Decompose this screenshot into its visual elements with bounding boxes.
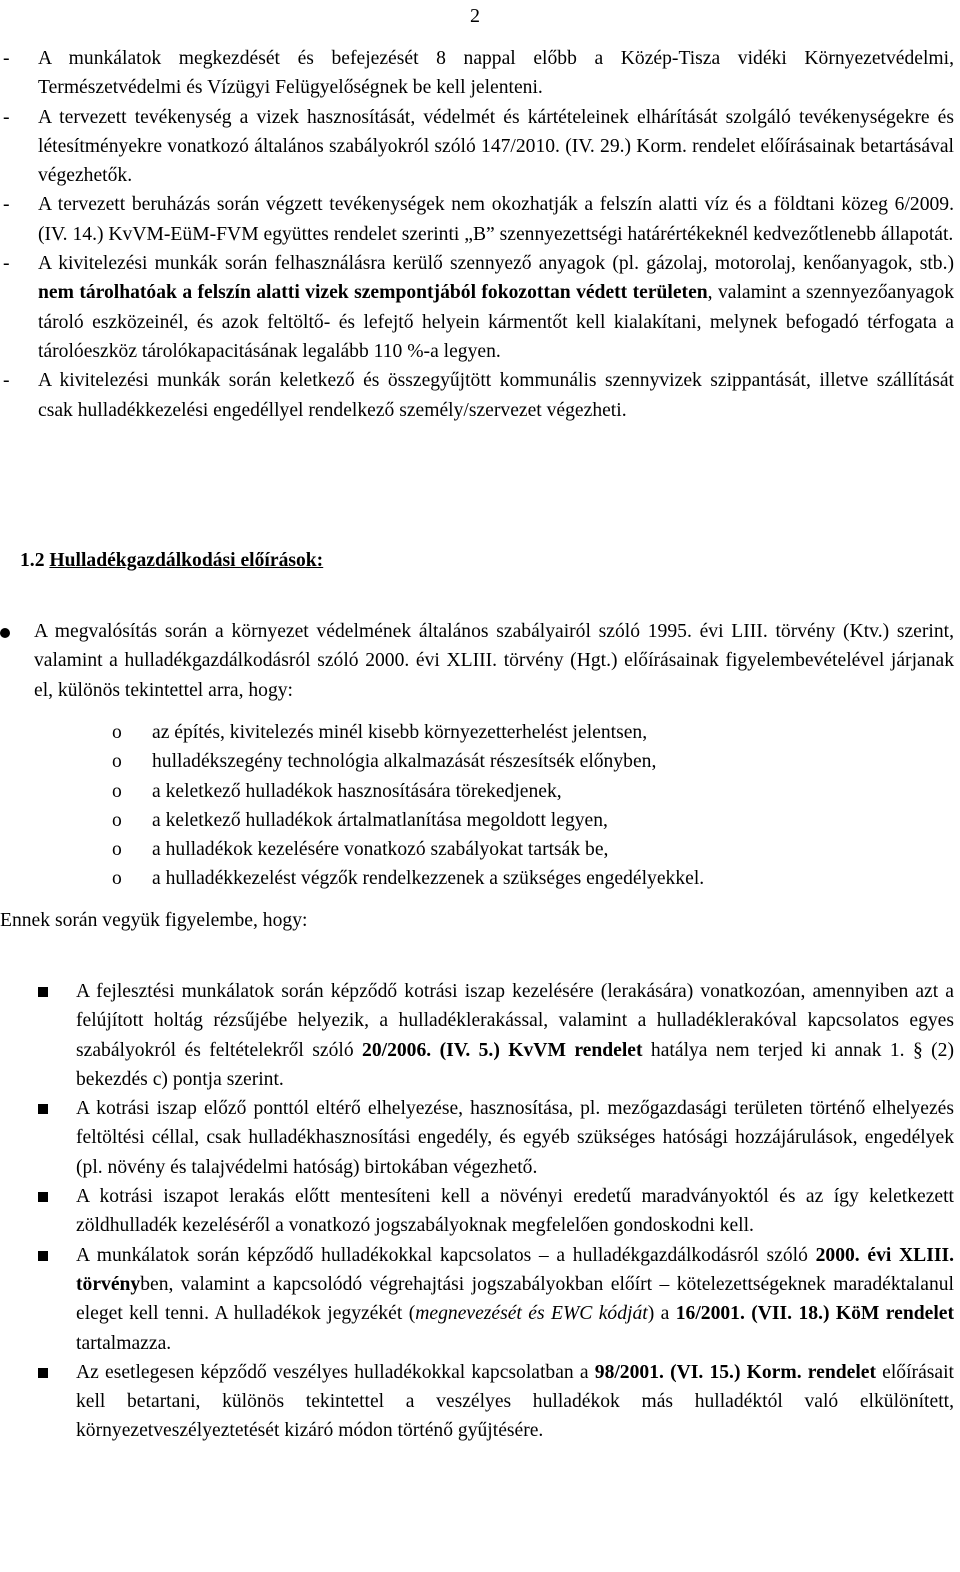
round-bullet-icon bbox=[0, 628, 10, 638]
bold-text: 2000. évi XLIII. törvény bbox=[76, 1244, 954, 1295]
dash-item-text: A tervezett beruházás során végzett tevékenységek nem okozhatják a felszín alatti víz és a földtani közeg 6/2009. (IV. 14.) KvVM-EüM-FVM együttes rendelet szerinti „B” szennyezettségi határértékeknél kedvezőtlenebb állapotát. bbox=[38, 194, 954, 245]
list-item-text: a keletkező hulladékok ártalmatlanítása megoldott legyen, bbox=[152, 809, 608, 831]
square-item-text: Az esetlegesen képződő veszélyes hulladékokkal kapcsolatban a 98/2001. (VI. 15.) Korm. rendelet előírásait kell betartani, különös tekintettel a veszélyes hulladékok más hulladéktól való elkülönített, környezetveszélyeztetését kizáró módon történő gyűjtésére. bbox=[76, 1361, 954, 1442]
list-item bbox=[112, 777, 932, 806]
plain-paragraph: Ennek során vegyük figyelembe, hogy: bbox=[0, 910, 308, 931]
o-list bbox=[112, 718, 932, 894]
bold-text: 16/2001. (VII. 18.) KöM rendelet bbox=[675, 1303, 955, 1325]
section-heading bbox=[20, 546, 323, 575]
square-item-text: A kotrási iszap előző ponttól eltérő elhelyezése, hasznosítása, pl. mezőgazdasági területen történő elhelyezés feltöltési céllal, csak hulladékhasznosítási engedély, és egyéb szükséges hatósági hozzájárulások, engedélyek (pl. növény és talajvédelmi hatóság) birtokában végezhető. bbox=[76, 1098, 954, 1178]
bold-text: nem tárolhatóak a felszín alatti vizek szempontjából fokozottan védett területen bbox=[38, 282, 708, 304]
list-item bbox=[112, 747, 932, 776]
square-bullet-icon bbox=[38, 1104, 48, 1114]
dash-bullet-icon: - bbox=[3, 48, 10, 69]
circle-bullet-icon: o bbox=[112, 868, 122, 890]
section-title: Hulladékgazdálkodási előírások: bbox=[49, 550, 324, 571]
dash-item bbox=[0, 249, 954, 366]
circle-bullet-icon: o bbox=[112, 780, 122, 802]
circle-bullet-icon: o bbox=[112, 722, 122, 743]
list-item-text: a keletkező hulladékok hasznosítására törekedjenek, bbox=[152, 780, 562, 802]
dash-item-text: A tervezett tevékenység a vizek hasznosítását, védelmét és kártételeinek elhárítását szolgáló tevékenységekre és létesítményekre vonatkozó általános szabályokról szóló 147/2010. (IV. 29.) Korm. rendelet előírásainak betartásával végezhetők. bbox=[38, 106, 954, 187]
square-item-text: A munkálatok során képződő hulladékokkal kapcsolatos – a hulladékgazdálkodásról szóló 2000. évi XLIII. törvényben, valamint a kapcsolódó végrehajtási jogszabályokban előírt – kötelezettségeknek maradéktalanul eleget kell tenni. A hulladékok jegyzékét (megnevezését és EWC kódját) a 16/2001. (VII. 18.) KöM rendelet tartalmazza. bbox=[76, 1244, 955, 1354]
dash-bullet-icon: - bbox=[3, 106, 10, 128]
page-number: 2 bbox=[470, 5, 480, 27]
square-bullet-icon bbox=[38, 987, 48, 997]
list-item bbox=[112, 864, 932, 893]
list-item-text: hulladékszegény technológia alkalmazását részesítsék előnyben, bbox=[152, 751, 657, 773]
section-number: 1.2 bbox=[20, 550, 50, 571]
list-item-text: a hulladékkezelést végzők rendelkezzenek a szükséges engedélyekkel. bbox=[152, 868, 705, 890]
circle-bullet-icon: o bbox=[112, 809, 122, 831]
list-item bbox=[112, 835, 932, 864]
square-item-text: A fejlesztési munkálatok során képződő kotrási iszap kezelésére (lerakására) vonatkozóan, amennyiben azt a felújított holtág rézsűjébe helyezik, a hulladéklerakással, valamint a hulladéklerakóval kapcsolatos egyes szabályokról és feltételekről szóló 20/2006. (IV. 5.) KvVM rendelet hatálya nem terjed ki annak 1. § (2) bekezdés c) pontja szerint. bbox=[76, 981, 954, 1090]
square-bullet-icon bbox=[38, 1251, 48, 1261]
dash-item-text: A kivitelezési munkák során keletkező és összegyűjtött kommunális szennyvizek szippantását, illetve szállítását csak hulladékkezelési engedéllyel rendelkező személy/szervezet végezheti. bbox=[38, 370, 954, 421]
dash-item bbox=[0, 190, 954, 249]
dash-bullet-icon: - bbox=[3, 370, 10, 392]
square-item bbox=[0, 1094, 954, 1182]
dash-item-text: A munkálatok megkezdését és befejezését 8 nappal előbb a Közép-Tisza vidéki Környezetvédelmi, Természetvédelmi és Vízügyi Felügyelőségnek be kell jelenteni. bbox=[38, 48, 954, 99]
square-item bbox=[0, 1182, 954, 1241]
square-item bbox=[0, 977, 954, 1094]
italic-text: megnevezését és EWC kódját bbox=[415, 1303, 648, 1325]
square-bullet-icon bbox=[38, 1368, 48, 1378]
list-item-text: a hulladékok kezelésére vonatkozó szabályokat tartsák be, bbox=[152, 839, 609, 861]
list-item bbox=[112, 806, 932, 835]
dash-item-text: A kivitelezési munkák során felhasználásra kerülő szennyező anyagok (pl. gázolaj, motorolaj, kenőanyagok, stb.) nem tárolhatóak a felszín alatti vizek szempontjából fokozottan védett területen, valamint a szennyezőanyagok tároló eszközeinél, és azok feltöltő- és lefejtő helyein kármentőt kell kialakítani, melynek befogadó térfogata a tárolóeszköz tárolókapacitásának legalább 110 %-a legyen. bbox=[38, 253, 954, 362]
list-item bbox=[112, 718, 932, 747]
bullet-paragraph bbox=[0, 617, 954, 705]
dash-item bbox=[0, 44, 954, 103]
dash-bullet-icon: - bbox=[3, 253, 10, 275]
square-bullet-icon bbox=[38, 1192, 48, 1202]
dash-item bbox=[0, 103, 954, 191]
dash-bullet-icon: - bbox=[3, 194, 10, 216]
bold-text: 20/2006. (IV. 5.) KvVM rendelet bbox=[362, 1039, 643, 1061]
square-list bbox=[0, 977, 954, 1446]
bullet-paragraph-text: A megvalósítás során a környezet védelmének általános szabályairól szóló 1995. évi LIII. törvény (Ktv.) szerint, valamint a hulladékgazdálkodásról szóló 2000. évi XLIII. törvény (Hgt.) előírásainak figyelembevételével járjanak el, különös tekintettel arra, hogy: bbox=[34, 621, 954, 701]
square-item-text: A kotrási iszapot lerakás előtt mentesíteni kell a növényi eredetű maradványoktól és az így keletkezett zöldhulladék kezeléséről a vonatkozó jogszabályoknak megfelelően gondoskodni kell. bbox=[76, 1186, 954, 1237]
dash-list bbox=[0, 44, 954, 425]
list-item-text: az építés, kivitelezés minél kisebb környezetterhelést jelentsen, bbox=[152, 722, 648, 743]
circle-bullet-icon: o bbox=[112, 751, 122, 773]
square-item bbox=[0, 1241, 954, 1358]
dash-item bbox=[0, 366, 954, 425]
square-item bbox=[0, 1358, 954, 1446]
circle-bullet-icon: o bbox=[112, 839, 122, 861]
bold-text: 98/2001. (VI. 15.) Korm. rendelet bbox=[594, 1361, 876, 1383]
